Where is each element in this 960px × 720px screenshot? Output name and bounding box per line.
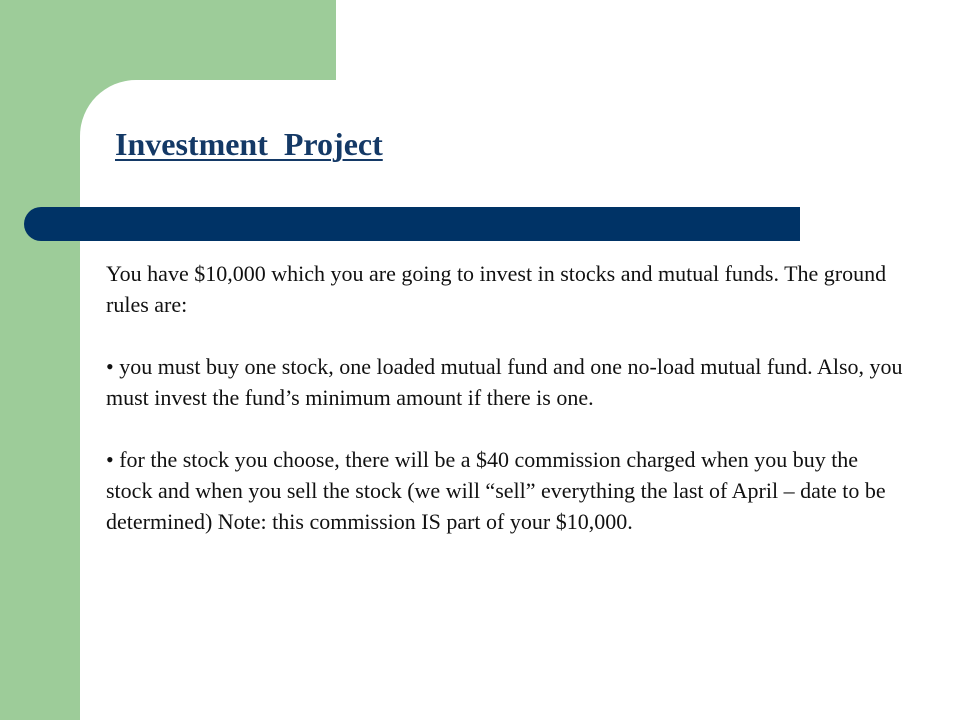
title-divider-bar (24, 207, 800, 241)
bullet-item: • you must buy one stock, one loaded mutual fund and one no-load mutual fund. Also, you must invest the fund’s minimum amount if there is one. (106, 354, 903, 410)
slide-body (106, 258, 906, 537)
bullet-item: • for the stock you choose, there will be a $40 commission charged when you buy the stock and when you sell the stock (we will “sell” everything the last of April – date to be determined) Note: this commission IS part of your $10,000. (106, 447, 886, 534)
intro-paragraph: You have $10,000 which you are going to invest in stocks and mutual funds. The ground rules are: (106, 261, 887, 317)
slide-title: Investment Project (115, 126, 383, 162)
